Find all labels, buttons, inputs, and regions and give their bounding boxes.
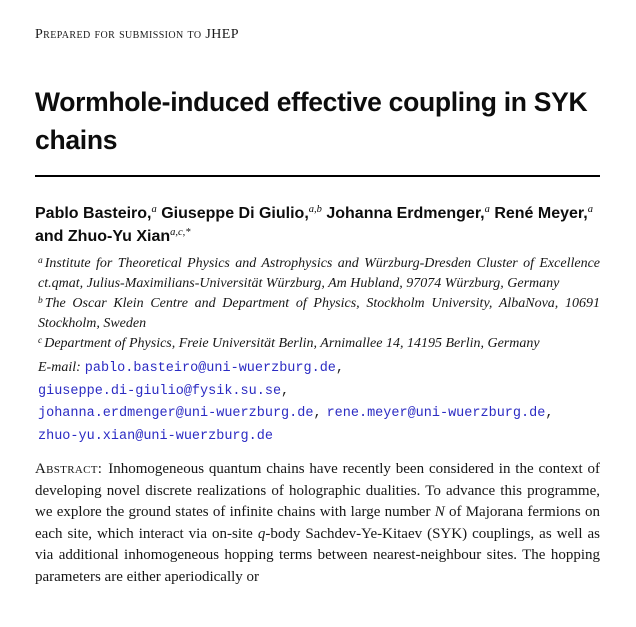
email-separator: , bbox=[281, 383, 290, 399]
author-affiliation-marker: a bbox=[484, 204, 490, 215]
author-line-2 bbox=[35, 225, 600, 248]
paper-title bbox=[35, 83, 600, 159]
submission-note: Prepared for submission to JHEP bbox=[35, 27, 239, 42]
email-link[interactable]: zhuo-yu.xian@uni-wuerzburg.de bbox=[38, 428, 273, 444]
author-list bbox=[35, 202, 600, 248]
email-separator: , bbox=[545, 406, 554, 421]
email-label: E-mail: bbox=[38, 360, 81, 375]
author-name: and Zhuo-Yu Xian bbox=[35, 228, 171, 245]
affiliation-item bbox=[38, 254, 600, 294]
affiliation-marker: c bbox=[38, 336, 43, 346]
email-link[interactable]: pablo.basteiro@uni-wuerzburg.de bbox=[84, 361, 336, 376]
abstract-text: Inhomogeneous quantum chains have recently been considered in the context of developing novel discrete realizations of holographic dualities. To advance this programme, we explore the ground states of infinite chains with large number N of Majorana fermions on each site, which interact via on-site q-body Sachdev-Ye-Kitaev (SYK) couplings, as well as via additional inhomogeneous hopping terms between nearest-neighbour sites. The hopping parameters are either aperiodically or bbox=[35, 461, 600, 585]
author-affiliation-marker: a bbox=[151, 204, 157, 215]
email-link[interactable]: johanna.erdmenger@uni-wuerzburg.de bbox=[38, 406, 314, 421]
author-name: Johanna Erdmenger, bbox=[326, 205, 485, 222]
author-affiliation-marker: a bbox=[587, 204, 593, 215]
email-line bbox=[38, 425, 600, 448]
abstract-label: Abstract: bbox=[35, 461, 103, 477]
title-divider-rule bbox=[35, 175, 600, 177]
email-separator: , bbox=[335, 361, 345, 376]
affiliation-item bbox=[38, 334, 600, 354]
affiliation-marker: b bbox=[38, 296, 43, 306]
affiliation-list bbox=[38, 254, 600, 354]
author-name: René Meyer, bbox=[494, 205, 588, 222]
author-name: Pablo Basteiro, bbox=[35, 205, 152, 222]
email-line bbox=[38, 380, 600, 403]
affiliation-marker: a bbox=[38, 256, 43, 266]
affiliation-text: Department of Physics, Freie Universität Berlin, Arnimallee 14, 14195 Berlin, Germany bbox=[44, 336, 540, 351]
affiliation-item bbox=[38, 294, 600, 334]
email-line bbox=[38, 357, 600, 380]
email-line bbox=[38, 402, 600, 425]
author-affiliation-marker: a,c,* bbox=[170, 227, 191, 238]
title-line-2: chains bbox=[35, 125, 118, 155]
title-line-1: Wormhole-induced effective coupling in SYK bbox=[35, 87, 588, 117]
email-separator: , bbox=[313, 406, 322, 421]
author-name: Giuseppe Di Giulio, bbox=[161, 205, 309, 222]
author-affiliation-marker: a,b bbox=[308, 204, 322, 215]
email-link[interactable]: giuseppe.di-giulio@fysik.su.se bbox=[38, 383, 282, 399]
abstract-paragraph bbox=[35, 459, 600, 588]
email-section bbox=[38, 357, 600, 447]
email-link[interactable]: rene.meyer@uni-wuerzburg.de bbox=[326, 406, 546, 421]
affiliation-text: Institute for Theoretical Physics and Astrophysics and Würzburg-Dresden Cluster of Excellence ct.qmat, Julius-Maximilians-Universität Würzburg, Am Hubland, 97074 Würzburg, Germany bbox=[38, 256, 600, 291]
affiliation-text: The Oscar Klein Centre and Department of Physics, Stockholm University, AlbaNova, 10691 Stockholm, Sweden bbox=[38, 296, 600, 331]
author-line-1 bbox=[35, 202, 600, 225]
